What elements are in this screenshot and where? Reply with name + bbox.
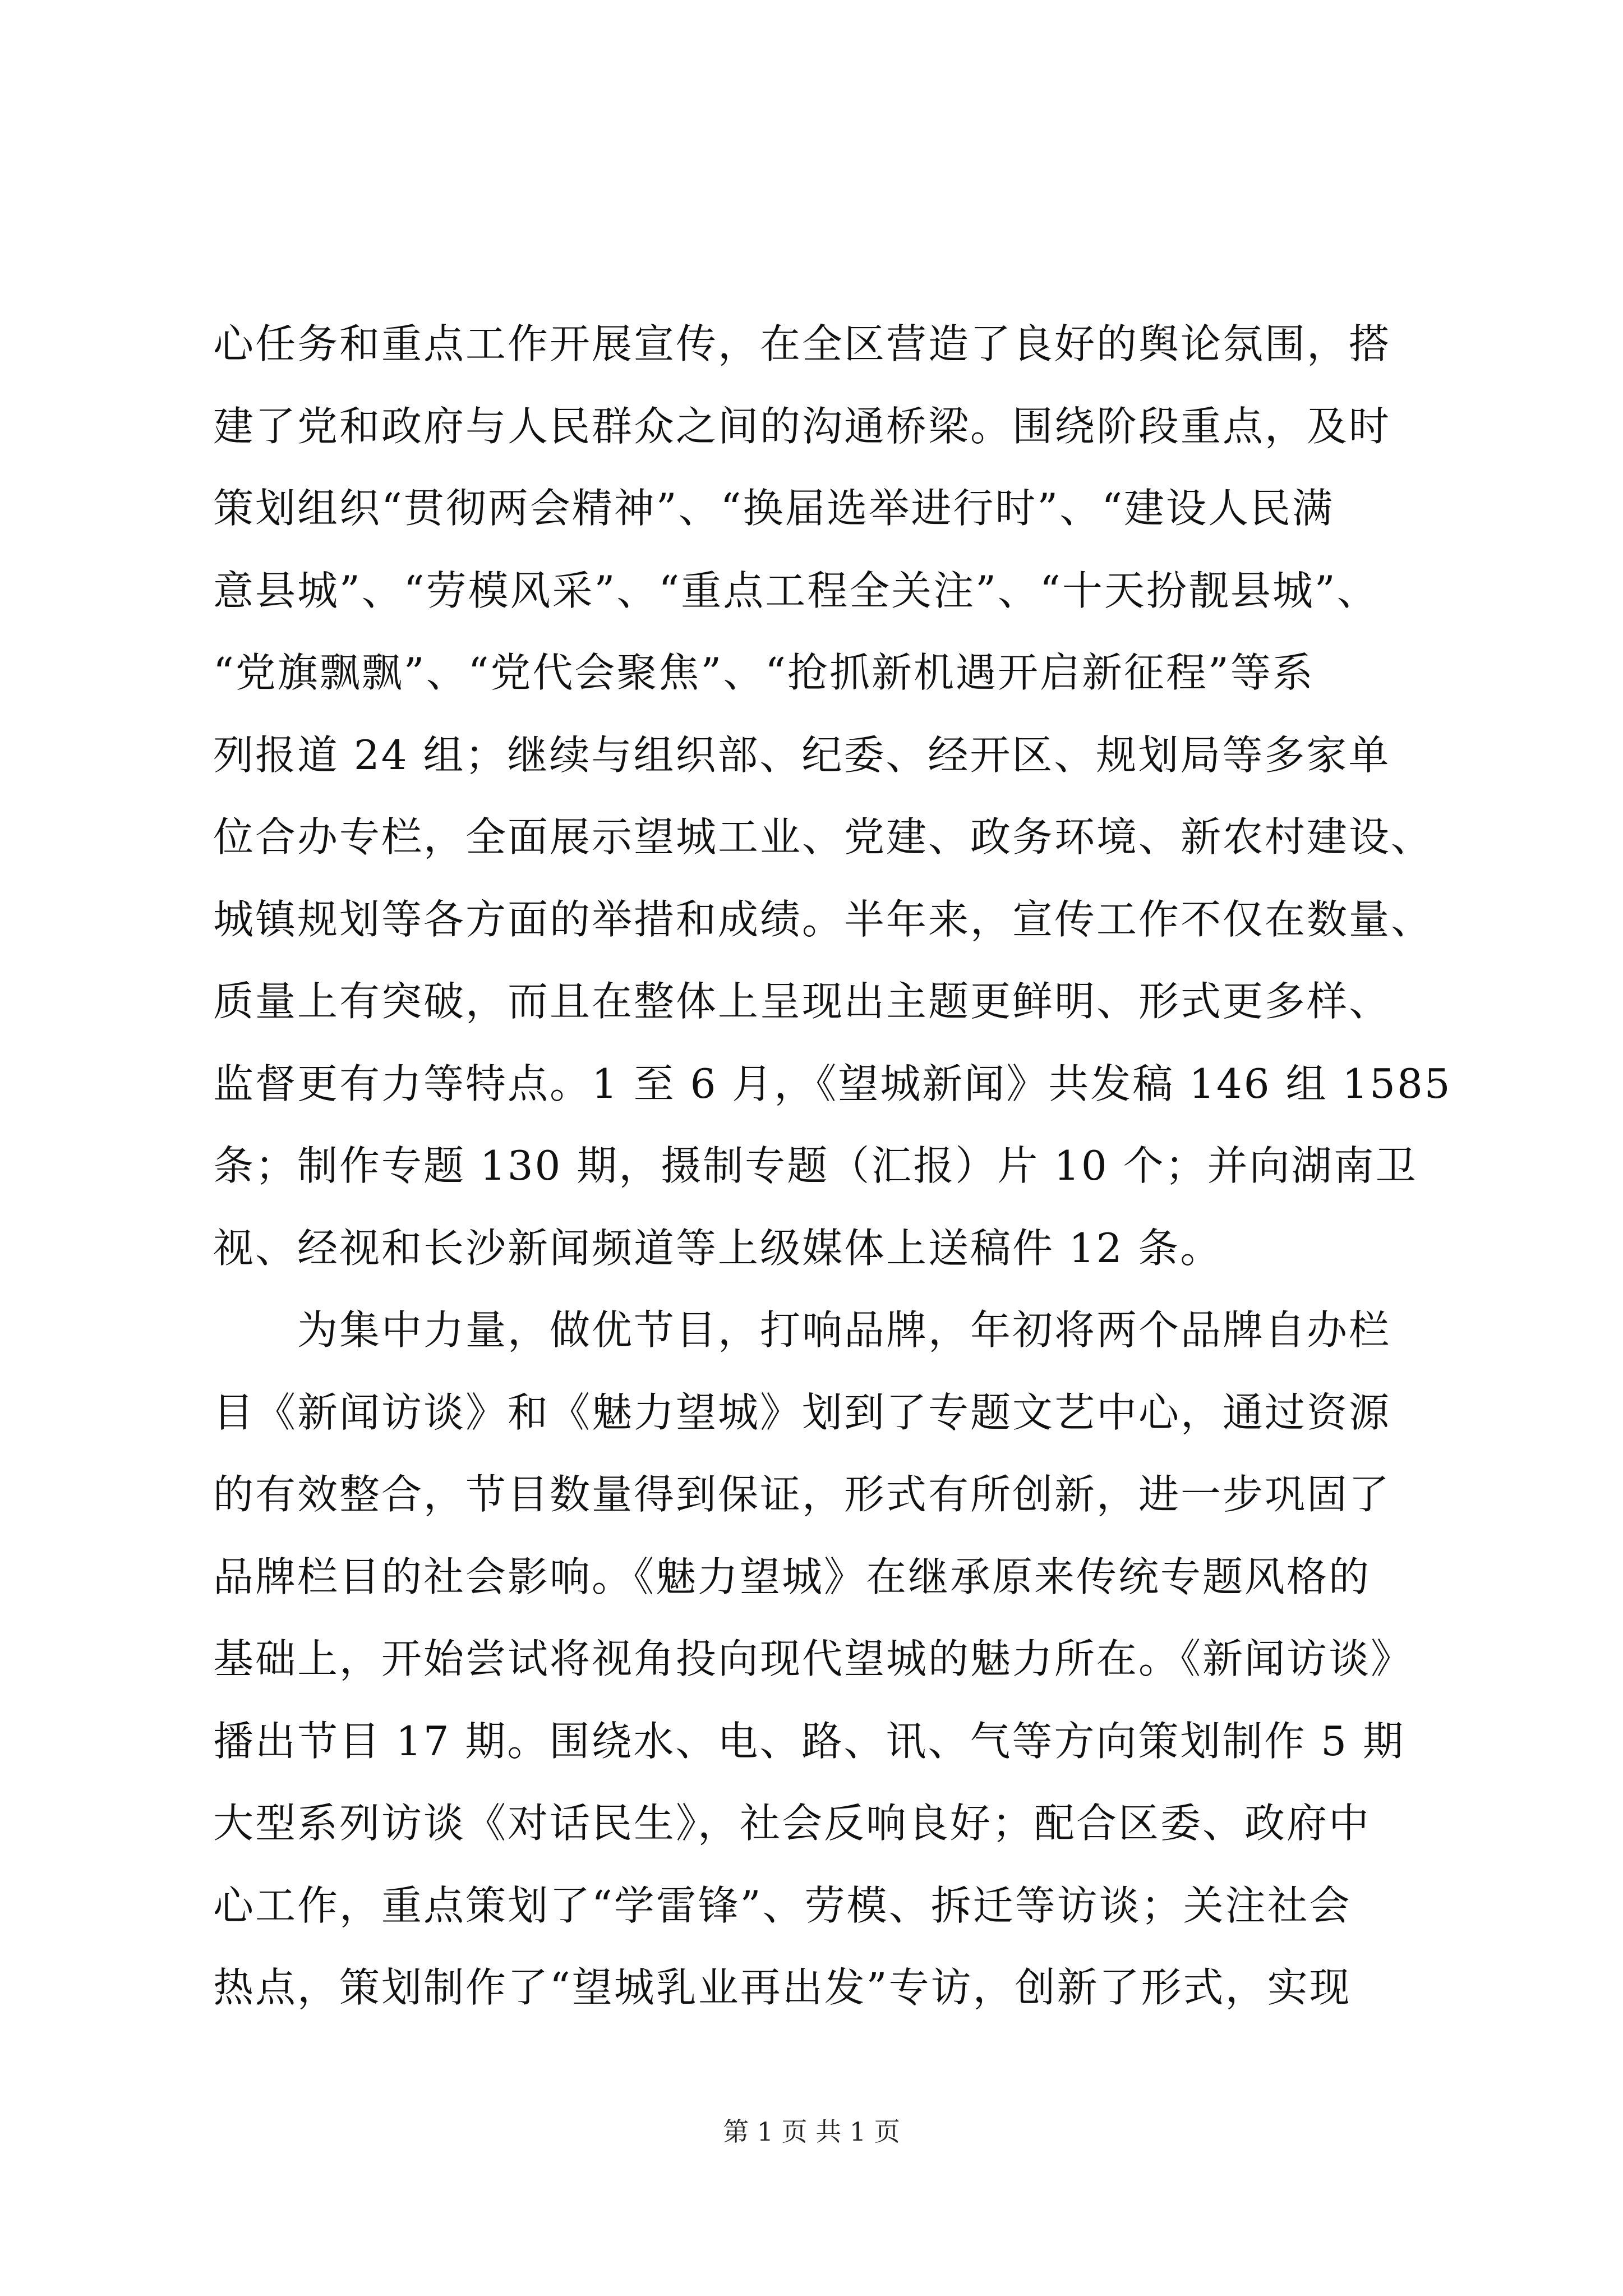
text-line: “党旗飘飘”、“党代会聚焦”、“抢抓新机遇开启新征程”等系 (213, 649, 1315, 696)
text-line: 热点，策划制作了“望城乳业再出发”专访，创新了形式，实现 (213, 1964, 1352, 2011)
text-line: 品牌栏目的社会影响。《魅力望城》在继承原来传统专题风格的 (213, 1553, 1371, 1600)
page-number-footer: 第 1 页 共 1 页 (723, 2116, 900, 2147)
text-line: 城镇规划等各方面的举措和成绩。半年来，宣传工作不仅在数量、 (213, 895, 1433, 943)
text-line: 基础上，开始尝试将视角投向现代望城的魅力所在。《新闻访谈》 (213, 1635, 1413, 1682)
text-line: 建了党和政府与人民群众之间的沟通桥梁。围绕阶段重点，及时 (213, 402, 1391, 450)
body-text (213, 303, 1481, 2029)
text-line: 目《新闻访谈》和《魅力望城》划到了专题文艺中心，通过资源 (213, 1388, 1391, 1436)
text-line: 位合办专栏，全面展示望城工业、党建、政务环境、新农村建设、 (213, 813, 1433, 861)
text-line: 视、经视和长沙新闻频道等上级媒体上送稿件 12 条。 (213, 1224, 1223, 1272)
text-line: 播出节目 17 期。围绕水、电、路、讯、气等方向策划制作 5 期 (213, 1717, 1405, 1765)
text-line: 的有效整合，节目数量得到保证，形式有所创新，进一步巩固了 (213, 1471, 1391, 1518)
text-line: 心任务和重点工作开展宣传，在全区营造了良好的舆论氛围，搭 (213, 320, 1391, 367)
text-line: 心工作，重点策划了“学雷锋”、劳模、拆迁等访谈；关注社会 (213, 1881, 1352, 1929)
text-line: 策划组织“贯彻两会精神”、“换届选举进行时”、“建设人民满 (213, 485, 1335, 532)
text-line: 条；制作专题 130 期，摄制专题（汇报）片 10 个；并向湖南卫 (213, 1142, 1418, 1189)
text-line: 为集中力量，做优节目，打响品牌，年初将两个品牌自办栏 (213, 1306, 1391, 1354)
text-line: 大型系列访谈《对话民生》，社会反响良好；配合区委、政府中 (213, 1800, 1371, 1847)
text-line: 列报道 24 组；继续与组织部、纪委、经开区、规划局等多家单 (213, 731, 1391, 779)
text-line: 质量上有突破，而且在整体上呈现出主题更鲜明、形式更多样、 (213, 978, 1391, 1025)
text-line: 意县城”、“劳模风采”、“重点工程全关注”、“十天扮靓县城”、 (213, 567, 1379, 614)
text-line: 监督更有力等特点。1 至 6 月，《望城新闻》共发稿 146 组 1585 (213, 1060, 1452, 1107)
